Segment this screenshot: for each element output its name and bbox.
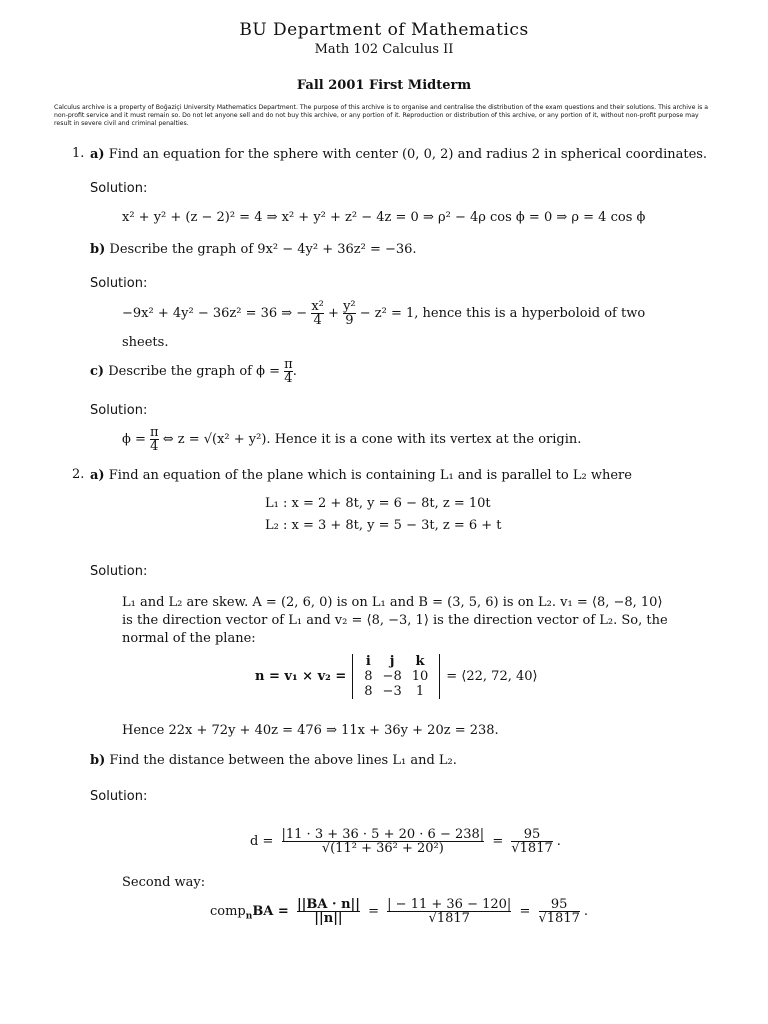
q1a-line [90,146,707,163]
q1a-label: a) [90,147,105,162]
q1b-text: Describe the graph of 9x² − 4y² + 36z² = −36. [109,242,417,257]
comp-frac-1: $\frac{||BA \cdot n||}{||n||}$ [296,897,360,926]
q1c-solution: ϕ = $\frac{\pi}{4}$ ⇔ z = √(x² + y²). Hence it is a cone with its vertex at the origin. [122,425,582,454]
line-l1: L₁ : x = 2 + 8t, y = 6 − 8t, z = 10t [265,496,491,511]
course-name: Math 102 Calculus II [314,42,454,57]
q1b-label: b) [90,242,106,257]
q1b-plus: + [328,306,339,321]
q1c-line: c) Describe the graph of ϕ = $\frac{\pi}{4}$ . [90,357,297,386]
q2b-line [90,752,457,769]
q1b-solution-label: Solution: [90,276,148,291]
archive-notice: Calculus archive is a property of Boğaziçi University Mathematics Department. The purpose of this archive is to organise and centralise the distribution of the exam questions and their solutions. This archive is a non-profit service and it must remain so. Do not let anyone sell and do not buy this archive, or any portion of it. Reproduction or distribution of this archive, or any portion of it, without non-profit purpose may result in severe civil and criminal penalties. [54,104,709,127]
comp-frac-2: $\frac{| - 11 + 36 - 120|}{√1817}$ [387,897,512,926]
distance-formula: d = $\frac{|11 \cdot 3 + 36 \cdot 5 + 20 \cdot 6 - 238|}{\text{√(11² + 36² + 20²)}}$ = $\frac{95}{√1817}$ . [250,827,561,856]
q1c-text: Describe the graph of ϕ = [108,364,280,379]
q2a-solution-label: Solution: [90,564,148,579]
q1b-frac-2: $\frac{\text{y²}}{9}$ [343,299,356,328]
cross-lhs: n = v₁ × v₂ = [255,669,347,684]
q1c-frac: $\frac{\pi}{4}$ [284,357,293,386]
exam-title: Fall 2001 First Midterm [296,78,472,93]
q2b-label: b) [90,753,106,768]
q2a-label: a) [90,468,105,483]
determinant: i j k 8 −8 10 8 −3 1 [352,654,440,699]
distance-frac: $\frac{|11 \cdot 3 + 36 \cdot 5 + 20 \cdot 6 - 238|}{\text{√(11² + 36² + 20²)}}$ [281,827,485,856]
distance-result: $\frac{95}{√1817}$ [511,827,553,856]
q1a-text: Find an equation for the sphere with center (0, 0, 2) and radius 2 in spherical coordinates. [108,147,708,162]
q2a-sol-p3: normal of the plane: [122,631,256,646]
q1b-line [90,241,417,258]
q2a-sol-p2: is the direction vector of L₁ and v₂ = ⟨8, −3, 1⟩ is the direction vector of L₂. So, the [122,613,668,628]
cross-rhs: = ⟨22, 72, 40⟩ [446,669,538,684]
q1b-sol-rhs: − z² = 1, hence this is a hyperboloid of two [359,306,646,321]
cross-product [255,654,538,699]
q1b-sol-cont: sheets. [122,335,169,350]
q1a-solution: x² + y² + (z − 2)² = 4 ⇒ x² + y² + z² − 4z = 0 ⇒ ρ² − 4ρ cos ϕ = 0 ⇒ ρ = 4 cos ϕ [122,210,646,225]
component-formula: comp$_n$BA = $\frac{||BA \cdot n||}{||n||}$ = $\frac{| - 11 + 36 - 120|}{√1817}$ = $\frac{95}{√1817}$ . [210,897,589,926]
q2b-text: Find the distance between the above lines L₁ and L₂. [109,753,457,768]
q1a-solution-label: Solution: [90,181,148,196]
q2b-solution-label: Solution: [90,789,148,804]
q2a-sol-final: Hence 22x + 72y + 40z = 476 ⇒ 11x + 36y + 20z = 238. [122,723,499,738]
page-title: BU Department of Mathematics [239,20,529,40]
q1c-sol-frac: $\frac{\pi}{4}$ [150,425,159,454]
q1b-frac-1: $\frac{\text{x²}}{4}$ [311,299,324,328]
line-l2: L₂ : x = 3 + 8t, y = 5 − 3t, z = 6 + t [265,518,502,533]
q1b-solution [122,300,645,327]
q1c-label: c) [90,364,105,379]
q2a-text: Find an equation of the plane which is containing L₁ and is parallel to L₂ where [108,468,632,483]
q1c-solution-label: Solution: [90,403,148,418]
q2a-line [90,467,632,484]
question-2-number: 2. [72,467,85,482]
question-1-number: 1. [72,146,85,161]
q2a-sol-p1: L₁ and L₂ are skew. A = (2, 6, 0) is on L₁ and B = (3, 5, 6) is on L₂. v₁ = ⟨8, −8, 10⟩ [122,595,663,610]
second-way: Second way: [122,875,206,890]
comp-result: $\frac{95}{√1817}$ [538,897,580,926]
q1b-sol-lhs: −9x² + 4y² − 36z² = 36 ⇒ − [122,306,308,321]
